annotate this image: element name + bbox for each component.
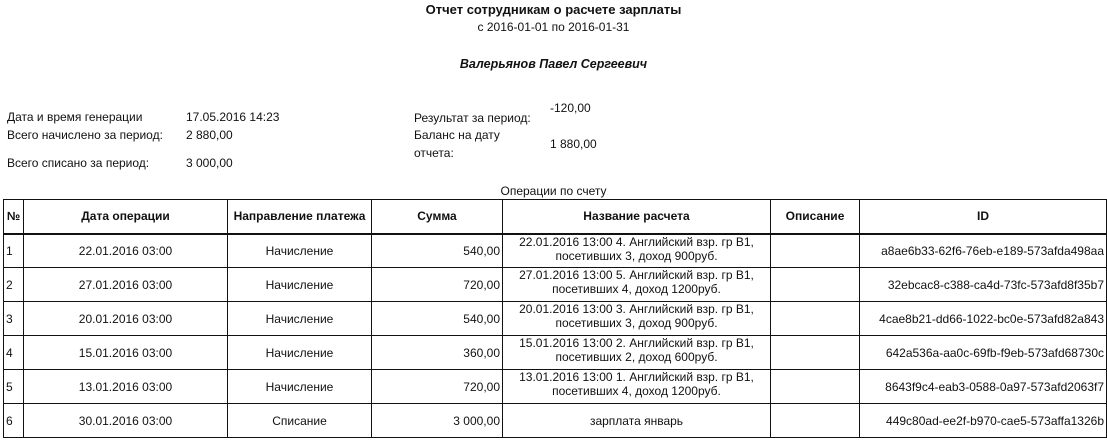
row-num: 1 [4, 234, 24, 268]
row-direction: Начисление [228, 336, 372, 370]
row-id: 449c80ad-ee2f-b970-cae5-573affa1326b [860, 404, 1107, 438]
row-description [771, 268, 860, 302]
calc-line-2: посетивших 3, доход 900руб. [555, 248, 718, 263]
row-amount: 360,00 [372, 336, 503, 370]
calc-line-1: 27.01.2016 13:00 5. Английский взр. гр В1, [519, 268, 754, 282]
calc-line-1: 22.01.2016 13:00 4. Английский взр. гр В1, [519, 234, 754, 249]
calc-line-2: посетивших 2, доход 600руб. [555, 350, 718, 364]
row-num: 3 [4, 302, 24, 336]
row-description [771, 234, 860, 268]
row-calc-name [503, 370, 771, 404]
row-direction: Начисление [228, 370, 372, 404]
table-row [4, 302, 1107, 336]
result-value: -120,00 [550, 101, 591, 115]
calc-line-2: посетивших 3, доход 900руб. [555, 316, 718, 330]
row-id: a8ae6b33-62f6-76eb-e189-573afda498aa [860, 234, 1107, 268]
col-header-calc-name: Название расчета [503, 200, 771, 234]
col-header-description: Описание [771, 200, 860, 234]
balance-label-line1: Баланс на дату [414, 128, 500, 142]
report-title: Отчет сотрудникам о расчете зарплаты [425, 2, 682, 17]
balance-value: 1 880,00 [550, 137, 597, 151]
col-header-date: Дата операции [24, 200, 228, 234]
row-direction: Начисление [228, 302, 372, 336]
col-header-id: ID [860, 200, 1107, 234]
row-calc-name [503, 404, 771, 438]
row-description [771, 336, 860, 370]
table-header-row [4, 200, 1107, 234]
written-off-value: 3 000,00 [186, 156, 233, 170]
row-num: 6 [4, 404, 24, 438]
report-period: с 2016-01-01 по 2016-01-31 [477, 20, 630, 34]
generated-value: 17.05.2016 14:23 [186, 110, 280, 124]
row-calc-name [503, 302, 771, 336]
row-num: 2 [4, 268, 24, 302]
row-amount: 540,00 [372, 234, 503, 268]
accrued-label: Всего начислено за период: [7, 128, 163, 142]
row-date: 30.01.2016 03:00 [24, 404, 228, 438]
row-id: 32ebcac8-c388-ca4d-73fc-573afd8f35b7 [860, 268, 1107, 302]
table-row [4, 234, 1107, 268]
employee-name: Валерьянов Павел Сергеевич [459, 57, 648, 71]
row-amount: 720,00 [372, 268, 503, 302]
row-date: 20.01.2016 03:00 [24, 302, 228, 336]
calc-line-2: посетивших 4, доход 1200руб. [552, 384, 721, 398]
calc-line-1: зарплата январь [589, 413, 684, 428]
calc-line-1: 13.01.2016 13:00 1. Английский взр. гр В1, [519, 370, 754, 384]
row-amount: 540,00 [372, 302, 503, 336]
row-date: 27.01.2016 03:00 [24, 268, 228, 302]
row-amount: 3 000,00 [372, 404, 503, 438]
result-label: Результат за период: [414, 111, 531, 125]
row-description [771, 370, 860, 404]
col-header-amount: Сумма [372, 200, 503, 234]
table-row [4, 404, 1107, 438]
row-date: 22.01.2016 03:00 [24, 234, 228, 268]
row-description [771, 302, 860, 336]
row-direction: Списание [228, 404, 372, 438]
operations-table [3, 199, 1107, 438]
row-calc-name [503, 268, 771, 302]
row-num: 5 [4, 370, 24, 404]
row-date: 13.01.2016 03:00 [24, 370, 228, 404]
calc-line-1: 20.01.2016 13:00 3. Английский взр. гр В1, [519, 302, 754, 316]
operations-caption: Операции по счету [500, 184, 607, 198]
table-row [4, 370, 1107, 404]
row-amount: 720,00 [372, 370, 503, 404]
col-header-direction: Направление платежа [228, 200, 372, 234]
row-id: 4cae8b21-dd66-1022-bc0e-573afd82a843 [860, 302, 1107, 336]
accrued-value: 2 880,00 [186, 128, 233, 142]
calc-line-2: посетивших 4, доход 1200руб. [552, 282, 721, 296]
row-direction: Начисление [228, 268, 372, 302]
table-row [4, 268, 1107, 302]
row-calc-name [503, 234, 771, 268]
row-id: 642a536a-aa0c-69fb-f9eb-573afd68730c [860, 336, 1107, 370]
balance-label-line2: отчета: [414, 146, 454, 160]
table-row [4, 336, 1107, 370]
written-off-label: Всего списано за период: [7, 156, 150, 170]
row-description [771, 404, 860, 438]
row-direction: Начисление [228, 234, 372, 268]
col-header-num: № [4, 200, 24, 234]
calc-line-1: 15.01.2016 13:00 2. Английский взр. гр В1, [519, 336, 754, 350]
row-calc-name [503, 336, 771, 370]
generated-label: Дата и время генерации [7, 110, 143, 124]
row-id: 8643f9c4-eab3-0588-0a97-573afd2063f7 [860, 370, 1107, 404]
row-num: 4 [4, 336, 24, 370]
row-date: 15.01.2016 03:00 [24, 336, 228, 370]
